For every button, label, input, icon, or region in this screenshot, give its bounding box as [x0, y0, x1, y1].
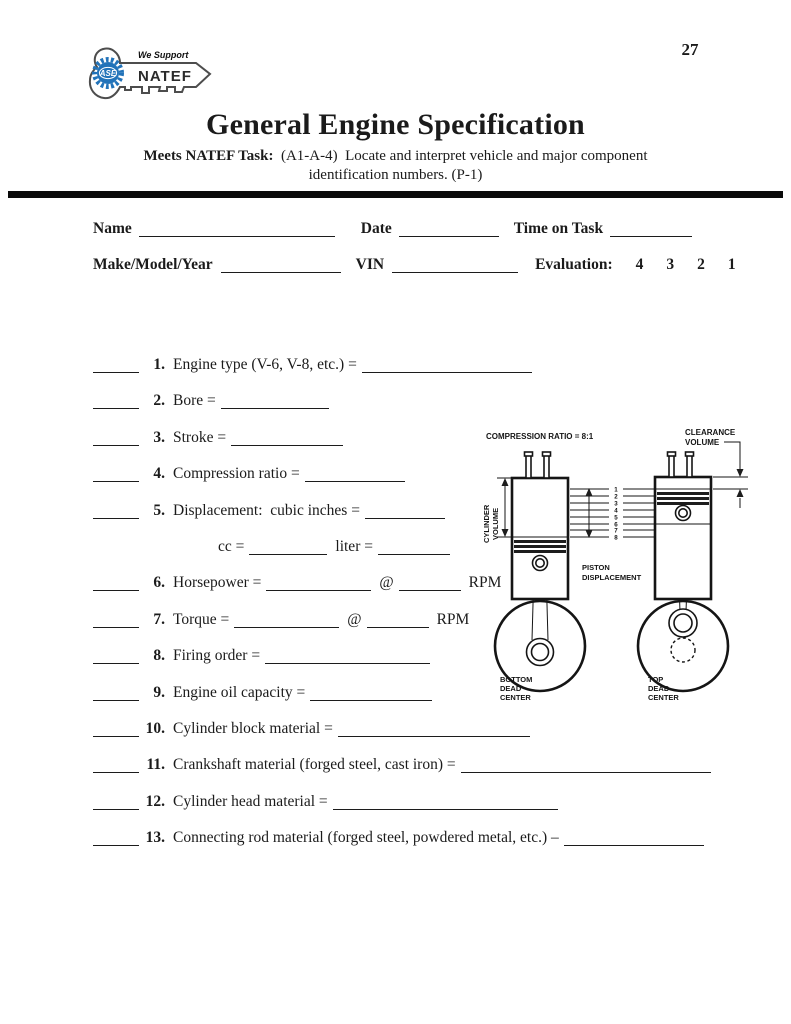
scale-number-5: 5 — [614, 514, 618, 522]
time-field-blank — [610, 220, 692, 237]
scale-number-6: 6 — [614, 521, 618, 529]
scale-number-4: 4 — [614, 507, 618, 515]
bdc-caption-2: DEAD — [500, 684, 522, 693]
evaluation-blank — [93, 611, 139, 628]
logo-support-text: We Support — [138, 50, 189, 60]
evaluation-blank — [93, 720, 139, 737]
natef-logo — [86, 42, 218, 104]
item-number: 6. — [153, 574, 165, 592]
item-text: Connecting rod material (forged steel, powdered metal, etc.) – — [173, 829, 559, 847]
item-text: Cylinder block material = — [173, 719, 333, 737]
fill-in-blank — [461, 756, 711, 773]
item-text: liter = — [335, 537, 373, 555]
item-number: 11. — [146, 756, 165, 774]
header-divider-rule — [8, 191, 783, 198]
item-number: 7. — [153, 610, 165, 628]
fill-in-blank — [367, 611, 429, 628]
tdc-caption-3: CENTER — [648, 693, 679, 702]
natef-task-line — [0, 148, 791, 165]
displacement-scale — [570, 487, 654, 542]
name-date-row — [93, 220, 692, 238]
item-text: @ — [379, 574, 394, 592]
page-title: General Engine Specification — [206, 108, 585, 141]
date-field-blank — [399, 220, 499, 237]
spec-item-row — [93, 720, 711, 756]
item-text: Engine oil capacity = — [173, 683, 306, 701]
make-model-year-label: Make/Model/Year — [93, 256, 213, 273]
item-text: RPM — [436, 610, 470, 628]
item-number: 12. — [145, 792, 165, 810]
spec-item-row — [93, 829, 711, 865]
evaluation-score-2: 2 — [697, 256, 705, 273]
tdc-caption-1: TOP — [648, 675, 664, 684]
fill-in-blank — [234, 611, 339, 628]
evaluation-blank — [93, 392, 139, 409]
scale-number-3: 3 — [614, 500, 618, 508]
item-number: 5. — [153, 501, 165, 519]
fill-in-blank — [399, 574, 461, 591]
name-field-blank — [139, 220, 335, 237]
evaluation-blank — [93, 465, 139, 482]
make-field-blank — [221, 256, 341, 273]
fill-in-blank — [362, 356, 532, 373]
item-text: Cylinder head material = — [173, 792, 328, 810]
evaluation-blank — [93, 647, 139, 664]
page-number: 27 — [681, 40, 699, 59]
compression-ratio-diagram — [481, 424, 762, 714]
scale-number-7: 7 — [614, 527, 618, 535]
item-text: Displacement: cubic inches = — [173, 501, 360, 519]
item-text: Torque = — [173, 610, 230, 628]
logo-natef-text: NATEF — [138, 68, 192, 85]
evaluation-blank — [93, 793, 139, 810]
item-text: Crankshaft material (forged steel, cast iron) = — [173, 756, 456, 774]
fill-in-blank — [249, 538, 327, 555]
evaluation-blank — [93, 829, 139, 846]
cylinder-volume-annotation — [482, 478, 513, 543]
fill-in-blank — [333, 793, 558, 810]
item-number: 1. — [153, 356, 165, 373]
item-text: Stroke = — [173, 428, 227, 446]
piston-displacement-annotation — [582, 488, 642, 582]
natef-task-label: Meets NATEF Task: — [143, 148, 274, 164]
item-text: Engine type (V-6, V-8, etc.) = — [173, 356, 357, 373]
fill-in-blank — [365, 502, 445, 519]
scale-number-1: 1 — [614, 486, 618, 494]
ase-gear-icon — [95, 60, 122, 87]
compression-ratio-label: COMPRESSION RATIO = 8:1 — [486, 432, 594, 441]
evaluation-blank — [93, 502, 139, 519]
fill-in-blank — [266, 574, 371, 591]
bdc-caption-1: BOTTOM — [500, 675, 533, 684]
fill-in-blank — [305, 465, 405, 482]
date-label: Date — [360, 220, 392, 237]
vin-label: VIN — [355, 256, 385, 273]
evaluation-label: Evaluation: — [535, 256, 613, 273]
item-text: Horsepower = — [173, 574, 262, 592]
fill-in-blank — [338, 720, 530, 737]
clearance-volume-label-2: VOLUME — [685, 438, 720, 447]
tdc-caption-2: DEAD — [648, 684, 670, 693]
fill-in-blank — [378, 538, 450, 555]
natef-task-text: (A1-A-4) Locate and interpret vehicle and major component — [273, 148, 648, 164]
item-text: Bore = — [173, 392, 216, 410]
spec-item-row — [93, 793, 711, 829]
name-label: Name — [93, 220, 132, 237]
clearance-volume-annotation — [713, 442, 748, 508]
item-number: 9. — [153, 683, 165, 701]
item-number: 10. — [145, 719, 165, 737]
bdc-caption-3: CENTER — [500, 693, 531, 702]
item-text: cc = — [218, 537, 245, 555]
vin-field-blank — [392, 256, 518, 273]
cylinder-volume-label-2: VOLUME — [491, 507, 500, 540]
evaluation-blank — [93, 574, 139, 591]
spec-item-row — [93, 356, 711, 392]
fill-in-blank — [310, 684, 432, 701]
item-number: 3. — [153, 428, 165, 446]
spec-item-row — [93, 756, 711, 792]
item-number: 2. — [153, 392, 165, 410]
item-text: @ — [347, 610, 362, 628]
evaluation-blank — [93, 684, 139, 701]
scale-number-8: 8 — [614, 534, 618, 542]
natef-task-line2: identification numbers. (P-1) — [308, 167, 483, 183]
bdc-cylinder-group — [495, 452, 585, 691]
scale-number-2: 2 — [614, 493, 618, 501]
evaluation-blank — [93, 356, 139, 373]
time-on-task-label: Time on Task — [513, 220, 604, 237]
ase-logo-text: ASE — [99, 69, 117, 78]
cylinder-volume-label-1: CYLINDER — [482, 504, 491, 543]
natef-key-logo-graphic — [86, 42, 218, 104]
evaluation-score-1: 1 — [727, 256, 736, 273]
evaluation-blank — [93, 756, 139, 773]
item-text: RPM — [468, 574, 502, 592]
evaluation-blank — [93, 429, 139, 446]
fill-in-blank — [265, 647, 430, 664]
evaluation-score-3: 3 — [666, 256, 675, 273]
fill-in-blank — [221, 392, 329, 409]
item-text: Compression ratio = — [173, 465, 300, 483]
item-number: 4. — [153, 465, 165, 483]
engine-cylinder-diagram-graphic — [481, 424, 762, 714]
piston-displacement-label-1: PISTON — [582, 563, 610, 572]
item-number: 13. — [145, 829, 165, 847]
evaluation-score-4: 4 — [635, 256, 644, 273]
vehicle-eval-row — [93, 256, 736, 274]
clearance-volume-label-1: CLEARANCE — [685, 428, 736, 437]
item-number: 8. — [153, 647, 165, 665]
tdc-cylinder-group — [638, 452, 728, 691]
fill-in-blank — [564, 829, 704, 846]
fill-in-blank — [231, 429, 343, 446]
piston-displacement-label-2: DISPLACEMENT — [582, 573, 642, 582]
item-text: Firing order = — [173, 647, 261, 665]
